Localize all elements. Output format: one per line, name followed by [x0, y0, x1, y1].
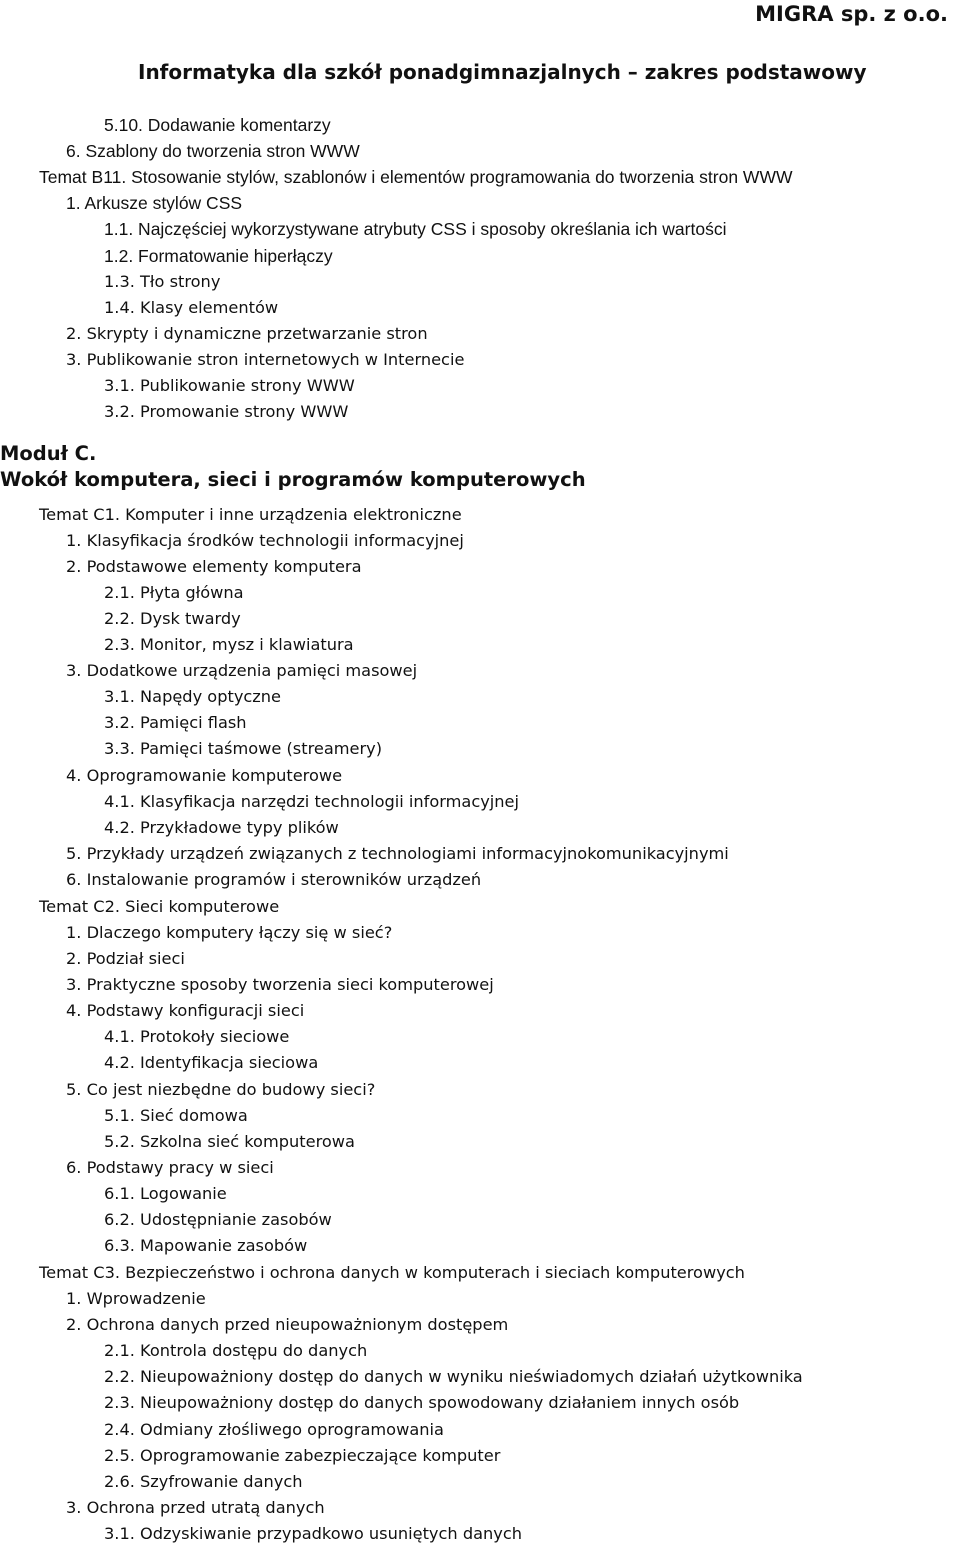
toc-entry: 1.2. Formatowanie hiperłączy [104, 246, 333, 266]
module-c-label: Moduł C. [0, 442, 97, 465]
toc-entry: 1.1. Najczęściej wykorzystywane atrybuty CSS i sposoby określania ich wartości [104, 219, 727, 239]
toc-entry: 4.2. Identyfikacja sieciowa [104, 1053, 319, 1072]
toc-entry: 4.1. Protokoły sieciowe [104, 1027, 290, 1046]
toc-entry: 2. Skrypty i dynamiczne przetwarzanie stron [66, 324, 428, 343]
toc-entry: 3.1. Publikowanie strony WWW [104, 376, 355, 395]
toc-entry: 3.3. Pamięci taśmowe (streamery) [104, 739, 383, 758]
toc-entry: 5. Co jest niezbędne do budowy sieci? [66, 1080, 376, 1099]
toc-entry: 2.1. Płyta główna [104, 583, 244, 602]
toc-entry: 1. Dlaczego komputery łączy się w sieć? [66, 923, 393, 942]
toc-entry: 2. Ochrona danych przed nieupoważnionym dostępem [66, 1315, 509, 1334]
company-name: MIGRA sp. z o.o. [755, 2, 948, 26]
toc-entry: 6. Instalowanie programów i sterowników urządzeń [66, 870, 482, 889]
toc-entry: 2.2. Dysk twardy [104, 609, 241, 628]
toc-entry: 2.6. Szyfrowanie danych [104, 1472, 303, 1491]
toc-entry: 2.4. Odmiany złośliwego oprogramowania [104, 1420, 444, 1439]
toc-entry: 4.2. Przykładowe typy plików [104, 818, 339, 837]
toc-entry: 5.10. Dodawanie komentarzy [104, 115, 331, 135]
toc-entry: 6.2. Udostępnianie zasobów [104, 1210, 332, 1229]
module-c-title: Wokół komputera, sieci i programów komputerowych [0, 468, 586, 491]
toc-entry: 2.3. Monitor, mysz i klawiatura [104, 635, 354, 654]
toc-entry: 2.1. Kontrola dostępu do danych [104, 1341, 368, 1360]
toc-entry: 5. Przykłady urządzeń związanych z technologiami informacyjnokomunikacyjnymi [66, 844, 729, 863]
toc-entry: 4.1. Klasyfikacja narzędzi technologii informacyjnej [104, 792, 520, 811]
toc-topic: Temat C3. Bezpieczeństwo i ochrona danych w komputerach i sieciach komputerowych [39, 1263, 745, 1282]
toc-entry: 6. Podstawy pracy w sieci [66, 1158, 274, 1177]
toc-entry: 2.2. Nieupoważniony dostęp do danych w wyniku nieświadomych działań użytkownika [104, 1367, 803, 1386]
document-title: Informatyka dla szkół ponadgimnazjalnych – zakres podstawowy [138, 60, 867, 84]
toc-topic: Temat C2. Sieci komputerowe [39, 897, 280, 916]
toc-entry: 3.1. Napędy optyczne [104, 687, 282, 706]
toc-entry: 1.3. Tło strony [104, 272, 221, 291]
toc-entry: 4. Podstawy konfiguracji sieci [66, 1001, 305, 1020]
toc-topic: Temat C1. Komputer i inne urządzenia elektroniczne [39, 505, 462, 524]
toc-entry: 3. Dodatkowe urządzenia pamięci masowej [66, 661, 418, 680]
toc-entry: 3.2. Promowanie strony WWW [104, 402, 349, 421]
toc-entry: 3. Praktyczne sposoby tworzenia sieci komputerowej [66, 975, 494, 994]
toc-entry: 3. Ochrona przed utratą danych [66, 1498, 325, 1517]
toc-entry: 5.1. Sieć domowa [104, 1106, 248, 1125]
toc-entry: 1.4. Klasy elementów [104, 298, 279, 317]
toc-entry: 1. Wprowadzenie [66, 1289, 206, 1308]
toc-entry: 6. Szablony do tworzenia stron WWW [66, 141, 360, 161]
toc-entry: 2. Podział sieci [66, 949, 185, 968]
toc-entry: 2.5. Oprogramowanie zabezpieczające komputer [104, 1446, 501, 1465]
toc-entry: 6.1. Logowanie [104, 1184, 227, 1203]
toc-entry: 6.3. Mapowanie zasobów [104, 1236, 308, 1255]
toc-topic: Temat B11. Stosowanie stylów, szablonów i elementów programowania do tworzenia stron WWW [39, 167, 793, 187]
toc-entry: 4. Oprogramowanie komputerowe [66, 766, 343, 785]
toc-entry: 3.2. Pamięci flash [104, 713, 247, 732]
toc-entry: 5.2. Szkolna sieć komputerowa [104, 1132, 355, 1151]
toc-entry: 2. Podstawowe elementy komputera [66, 557, 362, 576]
toc-entry: 3.1. Odzyskiwanie przypadkowo usuniętych danych [104, 1524, 523, 1543]
toc-entry: 2.3. Nieupoważniony dostęp do danych spowodowany działaniem innych osób [104, 1393, 740, 1412]
toc-entry: 3. Publikowanie stron internetowych w Internecie [66, 350, 465, 369]
toc-entry: 1. Arkusze stylów CSS [66, 193, 243, 213]
toc-entry: 1. Klasyfikacja środków technologii informacyjnej [66, 531, 464, 550]
